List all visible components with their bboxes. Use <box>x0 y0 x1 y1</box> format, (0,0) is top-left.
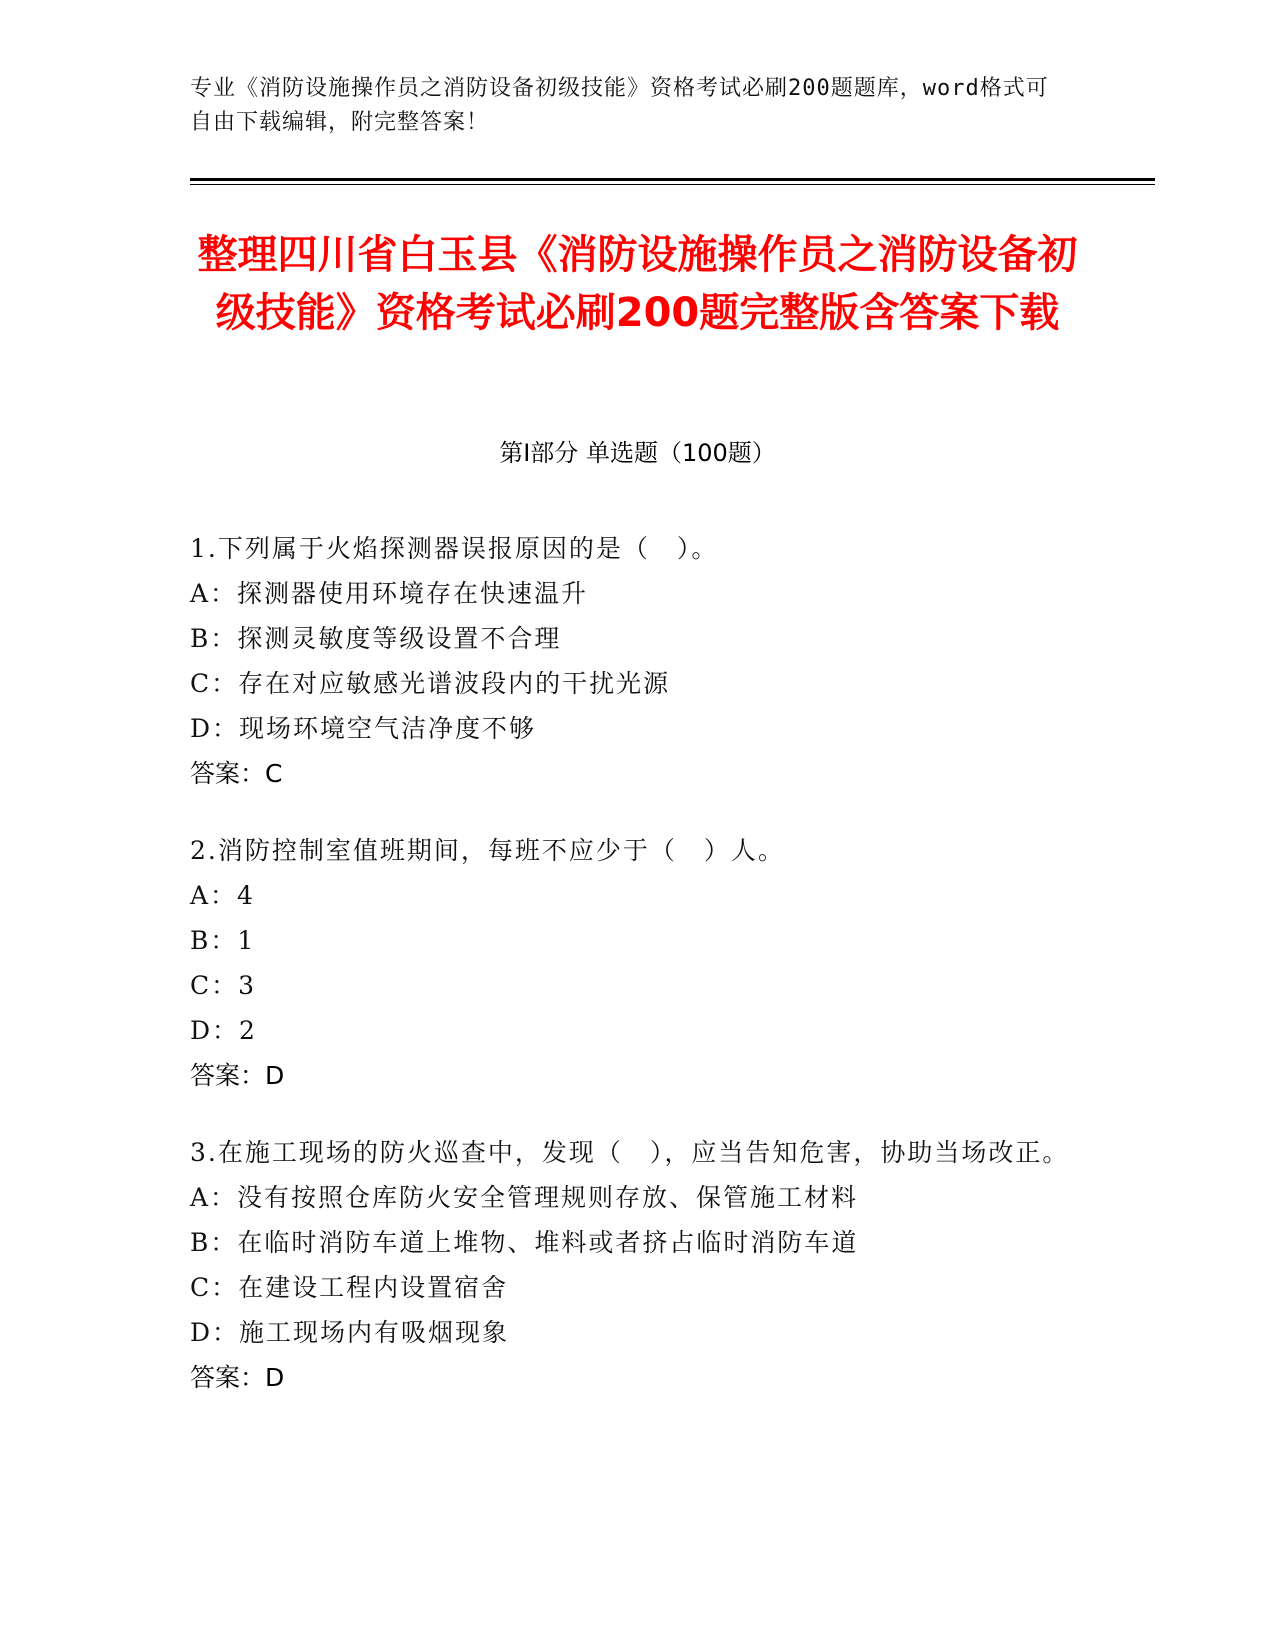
answer: 答案：D <box>190 1363 285 1392</box>
question-stem: 3.在施工现场的防火巡查中，发现（ ），应当告知危害，协助当场改正。 <box>190 1138 1070 1167</box>
option-b: B：在临时消防车道上堆物、堆料或者挤占临时消防车道 <box>190 1228 859 1257</box>
option-b: B：1 <box>190 926 256 955</box>
section-title: 第Ⅰ部分 单选题（100题） <box>499 439 776 467</box>
option-b: B：探测灵敏度等级设置不合理 <box>190 624 562 653</box>
header-note: 专业《消防设施操作员之消防设备初级技能》资格考试必刷200题题库，word格式可自由下载编辑，附完整答案！ <box>190 76 1049 135</box>
option-a: A：4 <box>190 881 255 910</box>
option-a: A：探测器使用环境存在快速温升 <box>190 579 589 608</box>
question-1 <box>190 526 1085 796</box>
option-c: C：存在对应敏感光谱波段内的干扰光源 <box>190 669 671 698</box>
option-d: D：2 <box>190 1016 257 1045</box>
header-divider-thick <box>190 178 1155 181</box>
document-title: 整理四川省白玉县《消防设施操作员之消防设备初级技能》资格考试必刷200题完整版含答案下载 <box>197 232 1078 336</box>
option-a: A：没有按照仓库防火安全管理规则存放、保管施工材料 <box>190 1183 859 1212</box>
question-stem: 2.消防控制室值班期间，每班不应少于（ ）人。 <box>190 836 785 865</box>
option-c: C：在建设工程内设置宿舍 <box>190 1273 509 1302</box>
question-stem: 1.下列属于火焰探测器误报原因的是（ ）。 <box>190 534 719 563</box>
header-divider-thin <box>190 184 1155 185</box>
option-c: C：3 <box>190 971 257 1000</box>
answer: 答案：C <box>190 759 283 788</box>
question-2 <box>190 828 1085 1098</box>
option-d: D：施工现场内有吸烟现象 <box>190 1318 510 1347</box>
question-3 <box>190 1130 1085 1400</box>
question-list <box>190 526 1085 1432</box>
answer: 答案：D <box>190 1061 285 1090</box>
option-d: D：现场环境空气洁净度不够 <box>190 714 537 743</box>
